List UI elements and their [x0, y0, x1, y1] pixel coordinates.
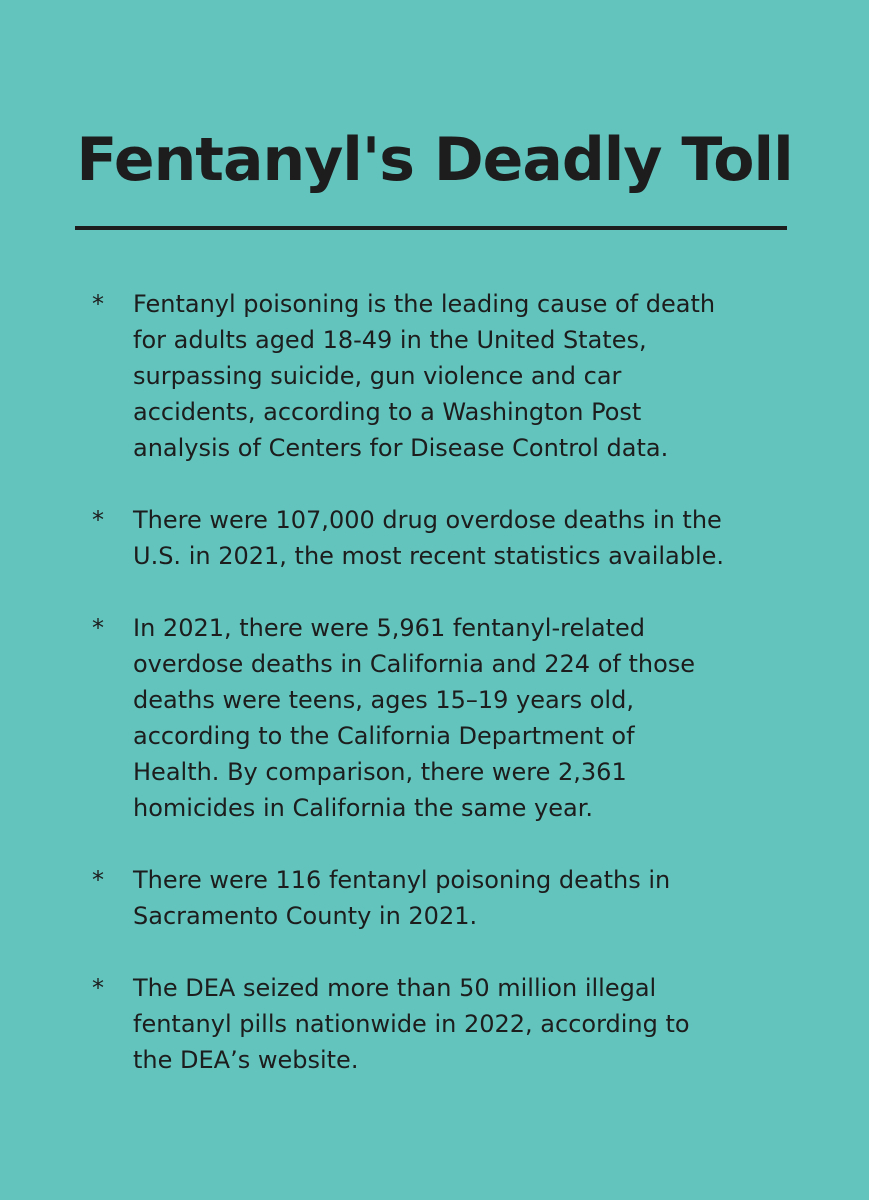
fact-list — [0, 286, 869, 1114]
fact-line: deaths were teens, ages 15–19 years old, — [133, 686, 634, 714]
fact-line: surpassing suicide, gun violence and car — [133, 362, 622, 390]
bullet-asterisk: * — [92, 614, 104, 642]
fact-text — [133, 502, 793, 574]
bullet-asterisk: * — [92, 974, 104, 1002]
fact-line: homicides in California the same year. — [133, 794, 594, 822]
fact-line: U.S. in 2021, the most recent statistics available. — [133, 542, 725, 570]
fact-line: In 2021, there were 5,961 fentanyl-related — [133, 614, 646, 642]
fact-line: according to the California Department of — [133, 722, 635, 750]
fact-line: The DEA seized more than 50 million illegal — [133, 974, 657, 1002]
title-divider — [75, 226, 787, 230]
bullet-asterisk: * — [92, 290, 104, 318]
fact-line: There were 107,000 drug overdose deaths in the — [133, 506, 722, 534]
page-title: Fentanyl's Deadly Toll — [76, 125, 793, 195]
fact-item — [0, 286, 869, 466]
fact-line: Fentanyl poisoning is the leading cause of death — [133, 290, 716, 318]
fact-text — [133, 286, 793, 466]
fact-line: fentanyl pills nationwide in 2022, according to — [133, 1010, 690, 1038]
fact-line: for adults aged 18-49 in the United States, — [133, 326, 647, 354]
fact-item — [0, 862, 869, 934]
fact-line: Health. By comparison, there were 2,361 — [133, 758, 627, 786]
fact-text — [133, 610, 793, 826]
fact-item — [0, 610, 869, 826]
bullet-asterisk: * — [92, 506, 104, 534]
fact-line: analysis of Centers for Disease Control data. — [133, 434, 669, 462]
fact-line: the DEA’s website. — [133, 1046, 359, 1074]
fact-text — [133, 970, 793, 1078]
fact-text — [133, 862, 793, 934]
fact-line: There were 116 fentanyl poisoning deaths in — [133, 866, 671, 894]
bullet-asterisk: * — [92, 866, 104, 894]
fact-item — [0, 970, 869, 1078]
fact-line: Sacramento County in 2021. — [133, 902, 478, 930]
fact-line: overdose deaths in California and 224 of those — [133, 650, 696, 678]
fact-item — [0, 502, 869, 574]
fact-line: accidents, according to a Washington Post — [133, 398, 642, 426]
